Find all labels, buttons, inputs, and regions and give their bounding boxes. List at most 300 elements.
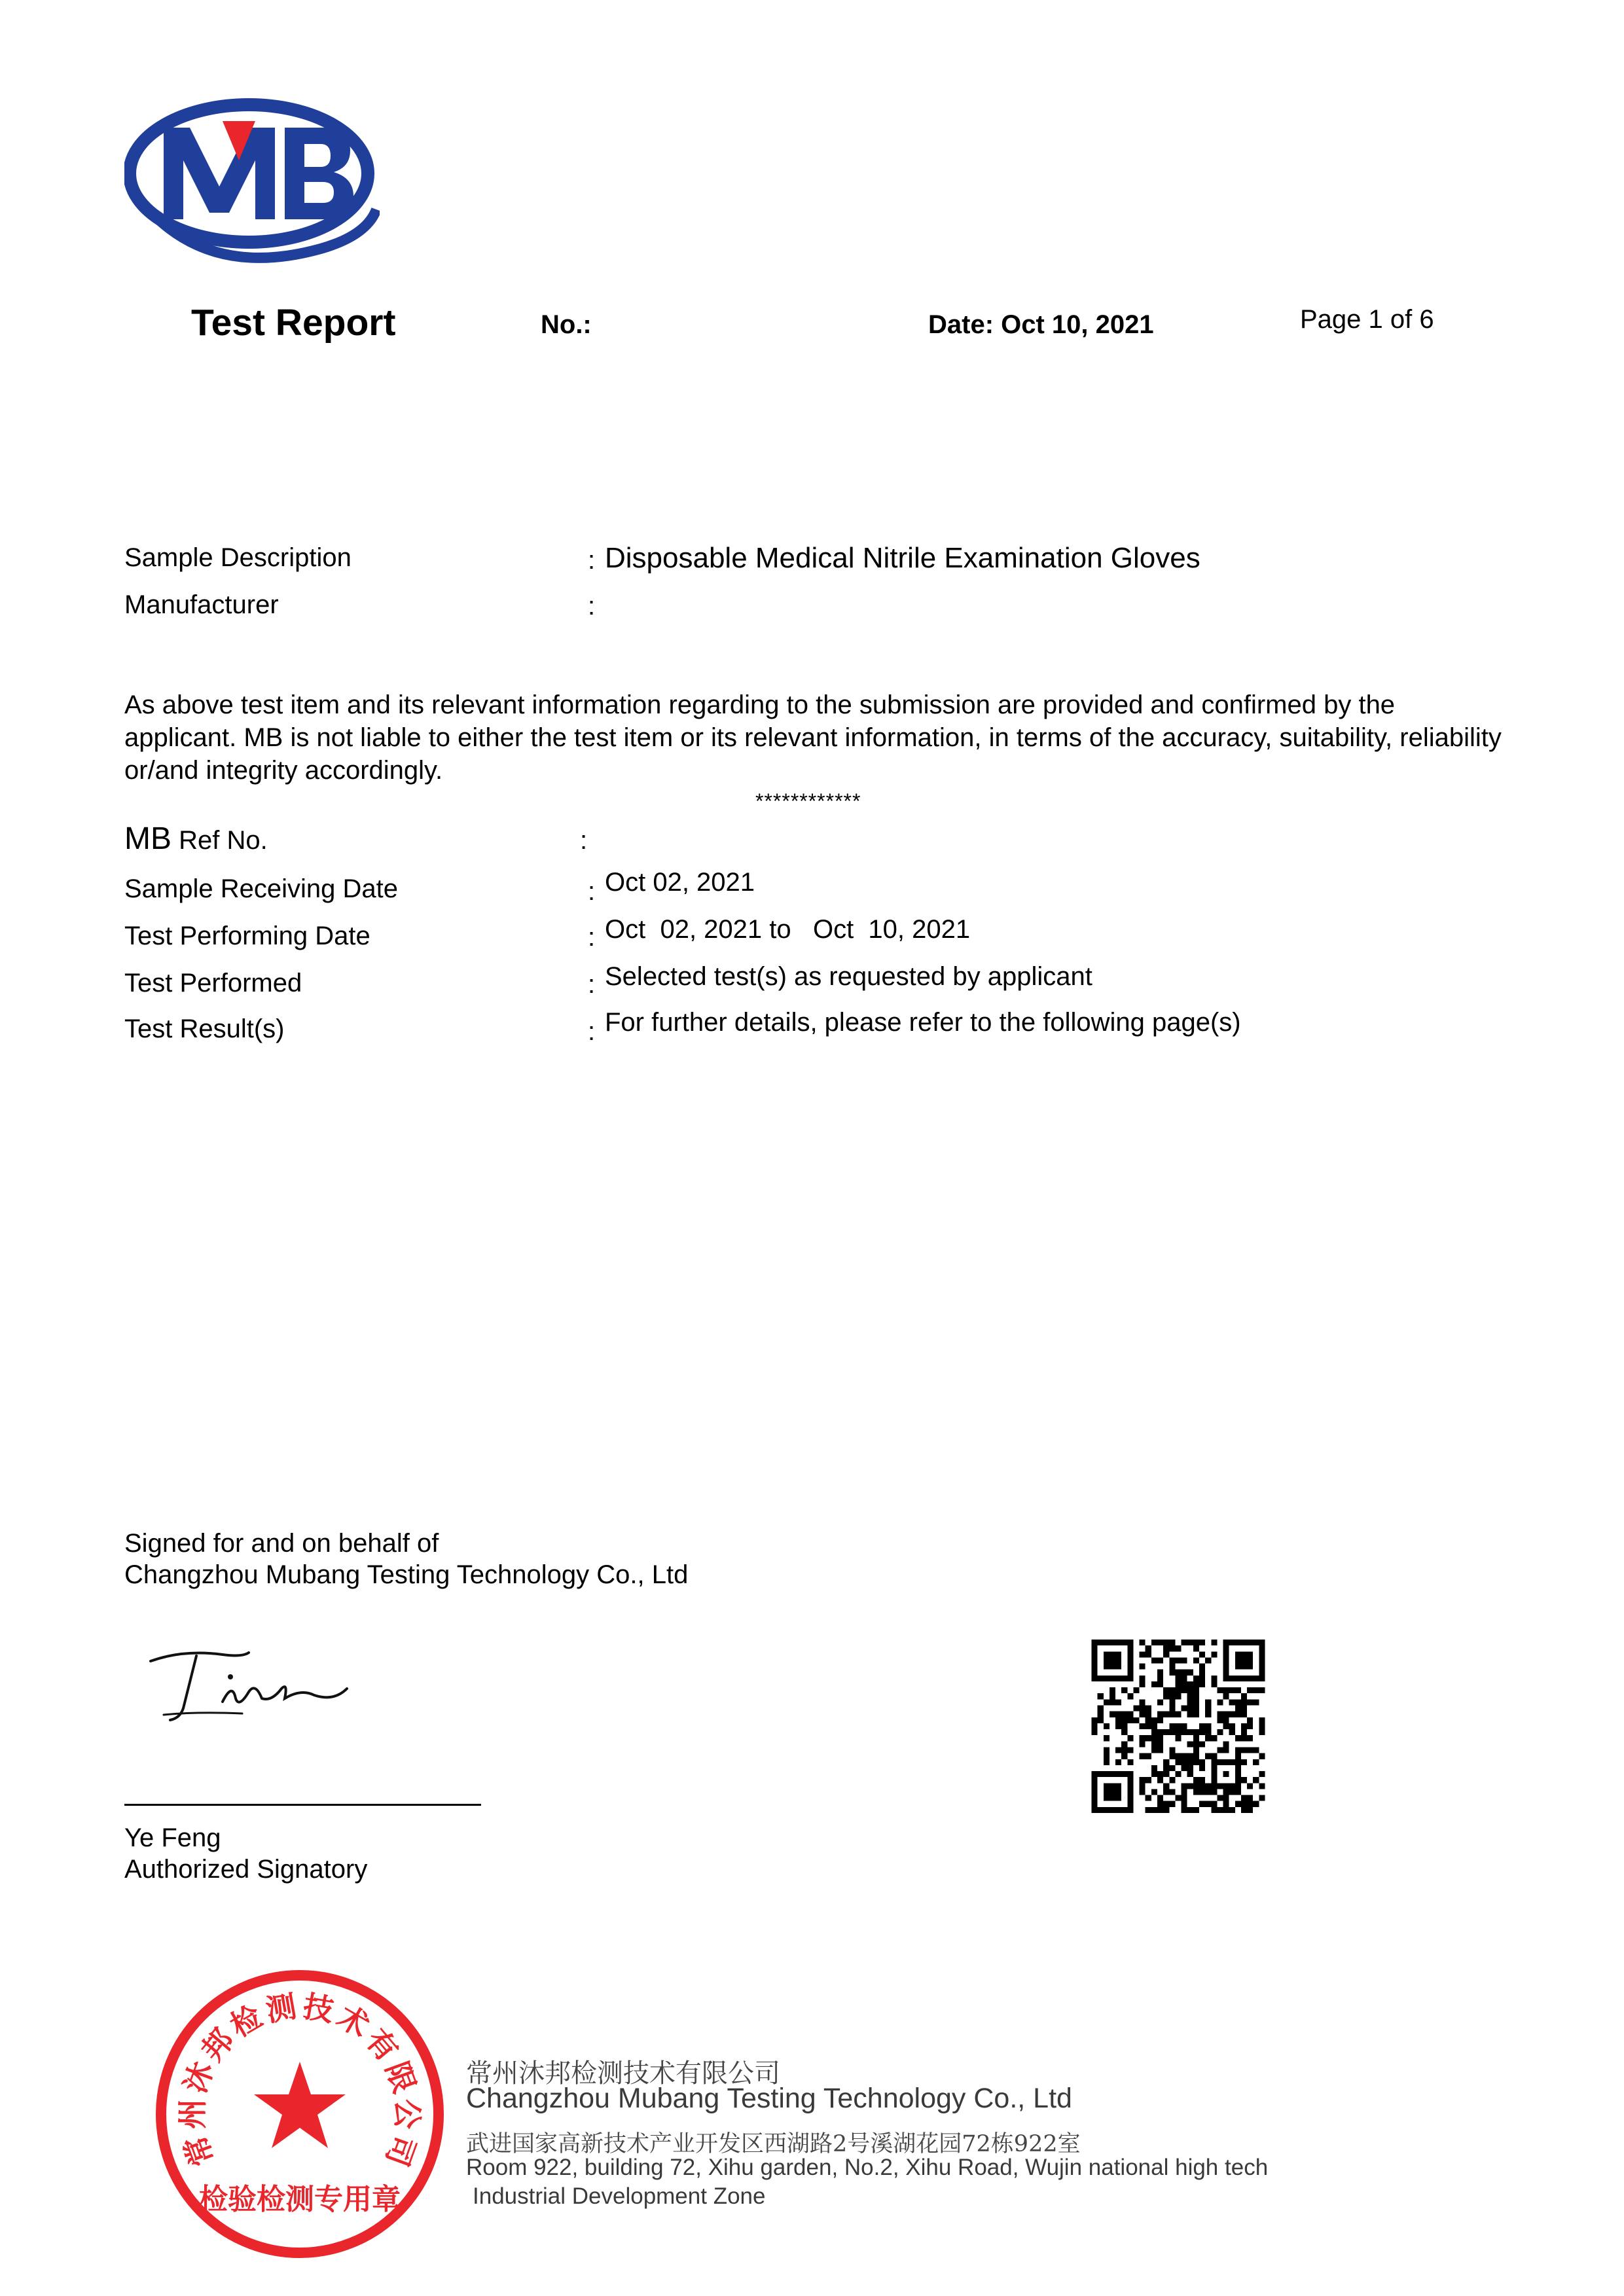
qr-module xyxy=(1247,1783,1253,1789)
qr-module xyxy=(1235,1687,1241,1693)
qr-module xyxy=(1223,1712,1229,1717)
qr-module xyxy=(1235,1753,1241,1759)
qr-module xyxy=(1193,1693,1199,1699)
qr-module xyxy=(1229,1699,1235,1705)
qr-module xyxy=(1169,1777,1175,1783)
disclaimer-text: As above test item and its relevant information regarding to the submission are provided and confirmed by the applicant. MB is not liable to either the test item or its relevant information, in terms of the accuracy, suitability, reliability or/and integrity accordingly. xyxy=(124,691,1502,785)
qr-module xyxy=(1199,1670,1205,1676)
qr-module xyxy=(1241,1729,1247,1735)
qr-module xyxy=(1169,1753,1175,1759)
qr-module xyxy=(1127,1771,1133,1813)
qr-module xyxy=(1182,1706,1187,1712)
qr-module xyxy=(1104,1759,1110,1765)
receiving-date-label: Sample Receiving Date xyxy=(124,874,398,903)
qr-module xyxy=(1140,1676,1146,1681)
qr-module xyxy=(1110,1687,1115,1693)
qr-module xyxy=(1182,1789,1187,1795)
signatory-role: Authorized Signatory xyxy=(124,1855,368,1884)
qr-module xyxy=(1140,1723,1146,1729)
seal-char: 术 xyxy=(331,1998,376,2044)
qr-module xyxy=(1115,1759,1121,1765)
seal-char: 有 xyxy=(359,2022,406,2068)
qr-module xyxy=(1205,1712,1211,1717)
handwritten-signature xyxy=(144,1636,360,1734)
qr-module xyxy=(1127,1717,1133,1723)
qr-module xyxy=(1205,1657,1211,1663)
qr-module xyxy=(1253,1699,1259,1705)
qr-module xyxy=(1217,1717,1223,1723)
qr-module xyxy=(1115,1747,1121,1753)
qr-module xyxy=(1151,1765,1157,1771)
qr-module xyxy=(1187,1783,1193,1789)
qr-module xyxy=(1151,1681,1157,1687)
performing-date-colon: : xyxy=(588,923,596,952)
qr-module xyxy=(1151,1771,1157,1777)
qr-module xyxy=(1092,1723,1098,1729)
qr-module xyxy=(1140,1753,1146,1759)
qr-module xyxy=(1092,1676,1134,1681)
report-number-label: No.: xyxy=(541,310,592,339)
qr-module xyxy=(1259,1753,1265,1759)
qr-module xyxy=(1133,1687,1139,1693)
qr-module xyxy=(1199,1676,1205,1681)
qr-module xyxy=(1163,1783,1169,1789)
qr-module xyxy=(1247,1699,1253,1705)
qr-module xyxy=(1259,1640,1265,1681)
qr-module xyxy=(1175,1657,1181,1663)
qr-module xyxy=(1235,1759,1241,1789)
report-title: Test Report xyxy=(191,302,396,344)
mb-ref-colon: : xyxy=(580,826,588,855)
qr-module xyxy=(1140,1699,1146,1705)
qr-module xyxy=(1092,1771,1098,1813)
qr-module xyxy=(1157,1657,1163,1663)
qr-module xyxy=(1157,1681,1163,1687)
qr-module xyxy=(1146,1706,1151,1712)
qr-module xyxy=(1175,1735,1181,1741)
qr-module xyxy=(1098,1712,1104,1717)
qr-module xyxy=(1193,1735,1199,1741)
qr-module xyxy=(1182,1795,1187,1801)
qr-module xyxy=(1187,1693,1193,1699)
footer-company-en: Changzhou Mubang Testing Technology Co., Ltd xyxy=(466,2083,1072,2114)
qr-module xyxy=(1217,1807,1223,1813)
qr-module xyxy=(1187,1753,1193,1759)
qr-module xyxy=(1127,1747,1133,1753)
qr-module xyxy=(1199,1777,1205,1783)
qr-module xyxy=(1217,1795,1223,1801)
qr-module xyxy=(1259,1771,1265,1777)
qr-module xyxy=(1098,1706,1104,1712)
qr-module xyxy=(1259,1723,1265,1729)
qr-module xyxy=(1151,1640,1157,1645)
qr-module xyxy=(1211,1753,1217,1759)
qr-module xyxy=(1205,1753,1211,1759)
qr-module xyxy=(1163,1771,1169,1777)
qr-module xyxy=(1151,1735,1157,1741)
qr-module xyxy=(1259,1729,1265,1735)
qr-module xyxy=(1182,1759,1187,1765)
qr-module xyxy=(1187,1729,1193,1735)
qr-module xyxy=(1175,1753,1181,1759)
qr-module xyxy=(1182,1640,1187,1645)
test-performed-value: Selected test(s) as requested by applicant xyxy=(605,962,1092,991)
qr-module xyxy=(1151,1807,1157,1813)
qr-module xyxy=(1229,1687,1235,1693)
seal-char: 州 xyxy=(175,2099,210,2129)
qr-module xyxy=(1241,1747,1247,1753)
qr-module xyxy=(1187,1699,1193,1705)
qr-module xyxy=(1169,1693,1175,1699)
qr-module xyxy=(1253,1759,1259,1765)
qr-module xyxy=(1146,1753,1151,1759)
qr-module xyxy=(1151,1717,1157,1723)
qr-module xyxy=(1175,1670,1181,1676)
qr-module xyxy=(1223,1789,1229,1795)
qr-module xyxy=(1199,1640,1205,1645)
qr-module xyxy=(1104,1783,1121,1801)
qr-module xyxy=(1223,1723,1229,1729)
qr-module xyxy=(1175,1687,1181,1693)
qr-module xyxy=(1187,1807,1193,1813)
qr-module xyxy=(1151,1741,1157,1747)
qr-module xyxy=(1193,1657,1199,1663)
qr-module xyxy=(1104,1753,1110,1759)
qr-module xyxy=(1187,1759,1193,1765)
qr-module xyxy=(1217,1747,1223,1753)
qr-module xyxy=(1151,1789,1157,1795)
qr-module xyxy=(1110,1712,1115,1717)
qr-module xyxy=(1211,1735,1217,1741)
qr-module xyxy=(1163,1651,1169,1657)
qr-module xyxy=(1247,1801,1253,1807)
qr-module xyxy=(1182,1676,1187,1681)
qr-module xyxy=(1175,1712,1181,1717)
qr-module xyxy=(1140,1735,1146,1741)
qr-module xyxy=(1241,1706,1247,1712)
qr-module xyxy=(1121,1753,1127,1759)
seal-char: 公 xyxy=(389,2099,425,2129)
qr-module xyxy=(1163,1712,1169,1717)
qr-module xyxy=(1169,1657,1175,1663)
qr-module xyxy=(1092,1717,1098,1723)
qr-module xyxy=(1127,1640,1133,1681)
qr-module xyxy=(1140,1783,1146,1789)
qr-module xyxy=(1140,1640,1146,1645)
qr-module xyxy=(1182,1783,1187,1789)
qr-module xyxy=(1157,1712,1163,1717)
performing-date-value: Oct 02, 2021 to Oct 10, 2021 xyxy=(605,915,971,944)
qr-module xyxy=(1092,1640,1134,1645)
qr-module xyxy=(1247,1735,1253,1741)
qr-module xyxy=(1199,1729,1205,1735)
signed-on-behalf xyxy=(124,1528,688,1590)
qr-module xyxy=(1175,1693,1181,1699)
qr-module xyxy=(1199,1783,1205,1789)
qr-module xyxy=(1241,1712,1247,1717)
qr-module xyxy=(1140,1681,1146,1687)
qr-module xyxy=(1146,1723,1151,1729)
qr-module xyxy=(1175,1723,1181,1729)
qr-code xyxy=(1087,1640,1270,1813)
qr-module xyxy=(1193,1699,1199,1705)
qr-module xyxy=(1253,1777,1259,1783)
qr-module xyxy=(1146,1735,1151,1741)
qr-module xyxy=(1092,1640,1098,1681)
qr-module xyxy=(1169,1640,1175,1645)
qr-module xyxy=(1223,1693,1229,1699)
qr-module xyxy=(1235,1789,1241,1795)
qr-module xyxy=(1241,1723,1247,1729)
qr-module xyxy=(1169,1747,1175,1753)
qr-module xyxy=(1193,1729,1199,1735)
qr-module xyxy=(1169,1729,1175,1735)
mb-ref-label xyxy=(124,821,268,857)
qr-module xyxy=(1182,1687,1187,1693)
seal-char: 沐 xyxy=(177,2057,221,2098)
qr-module xyxy=(1163,1789,1169,1795)
qr-module xyxy=(1223,1687,1229,1693)
manufacturer-label: Manufacturer xyxy=(124,590,279,619)
qr-module xyxy=(1115,1712,1121,1717)
qr-module xyxy=(1182,1657,1187,1663)
qr-module xyxy=(1157,1676,1163,1681)
qr-module xyxy=(1253,1801,1259,1807)
qr-module xyxy=(1253,1747,1259,1753)
sample-description-colon: : xyxy=(588,546,596,575)
qr-module xyxy=(1151,1657,1157,1663)
qr-module xyxy=(1151,1747,1157,1753)
qr-module xyxy=(1182,1765,1187,1771)
sample-description-value: Disposable Medical Nitrile Examination Gloves xyxy=(605,542,1200,574)
qr-module xyxy=(1140,1777,1146,1783)
qr-module xyxy=(1175,1645,1181,1651)
company-logo xyxy=(124,85,380,275)
qr-module xyxy=(1223,1747,1229,1753)
qr-module xyxy=(1140,1664,1146,1670)
qr-module xyxy=(1127,1735,1133,1741)
qr-module xyxy=(1104,1735,1110,1741)
qr-module xyxy=(1205,1789,1211,1795)
qr-module xyxy=(1229,1723,1235,1729)
qr-module xyxy=(1199,1651,1205,1657)
qr-module xyxy=(1121,1729,1127,1735)
qr-module xyxy=(1247,1807,1253,1813)
qr-module xyxy=(1169,1699,1175,1705)
seal-char: 技 xyxy=(300,1988,336,2029)
seal-char: 司 xyxy=(378,2130,423,2171)
qr-module xyxy=(1146,1645,1151,1651)
test-result-value: For further details, please refer to the following page(s) xyxy=(605,1008,1241,1037)
qr-module xyxy=(1205,1723,1211,1729)
qr-module xyxy=(1193,1676,1199,1681)
qr-module xyxy=(1133,1717,1139,1723)
qr-module xyxy=(1211,1759,1217,1789)
qr-module xyxy=(1182,1729,1187,1735)
qr-module xyxy=(1259,1795,1265,1801)
qr-module xyxy=(1157,1735,1163,1741)
qr-module xyxy=(1182,1681,1187,1687)
qr-module xyxy=(1104,1699,1110,1705)
qr-module xyxy=(1223,1640,1265,1645)
qr-module xyxy=(1121,1723,1127,1729)
qr-module xyxy=(1121,1747,1127,1753)
test-performed-label: Test Performed xyxy=(124,969,302,997)
qr-module xyxy=(1187,1687,1193,1693)
qr-module xyxy=(1241,1759,1247,1765)
qr-module xyxy=(1205,1801,1211,1807)
test-result-label: Test Result(s) xyxy=(124,1014,285,1043)
qr-module xyxy=(1235,1712,1241,1717)
qr-module xyxy=(1247,1717,1253,1723)
qr-module xyxy=(1121,1712,1127,1717)
qr-module xyxy=(1193,1741,1199,1747)
qr-module xyxy=(1157,1747,1163,1753)
qr-module xyxy=(1217,1699,1223,1705)
company-seal xyxy=(149,1964,450,2265)
qr-module xyxy=(1169,1645,1175,1651)
qr-module xyxy=(1199,1723,1205,1729)
qr-module xyxy=(1193,1687,1199,1693)
qr-module xyxy=(1223,1676,1265,1681)
qr-module xyxy=(1151,1723,1157,1729)
manufacturer-colon: : xyxy=(588,592,596,620)
qr-module xyxy=(1163,1801,1169,1807)
qr-module xyxy=(1235,1699,1241,1705)
qr-module xyxy=(1163,1807,1169,1813)
qr-module xyxy=(1235,1747,1241,1753)
qr-module xyxy=(1157,1807,1163,1813)
qr-module xyxy=(1193,1706,1199,1712)
seal-char: 常 xyxy=(177,2130,221,2171)
qr-module xyxy=(1253,1687,1259,1693)
qr-module xyxy=(1175,1676,1181,1681)
qr-module xyxy=(1187,1706,1193,1712)
qr-module xyxy=(1247,1723,1253,1729)
qr-module xyxy=(1205,1699,1211,1705)
qr-module xyxy=(1193,1645,1199,1651)
qr-module xyxy=(1157,1670,1163,1676)
qr-module xyxy=(1182,1723,1187,1729)
qr-module xyxy=(1146,1777,1151,1783)
qr-module xyxy=(1193,1783,1199,1789)
qr-module xyxy=(1247,1747,1253,1753)
qr-module xyxy=(1259,1687,1265,1693)
qr-module xyxy=(1146,1807,1151,1813)
seal-char: 检 xyxy=(224,1998,268,2044)
qr-module xyxy=(1241,1693,1247,1699)
qr-module xyxy=(1169,1765,1175,1771)
qr-module xyxy=(1169,1664,1175,1670)
qr-module xyxy=(1223,1741,1229,1747)
qr-module xyxy=(1217,1729,1223,1735)
qr-module xyxy=(1193,1759,1199,1765)
page-indicator: Page 1 of 6 xyxy=(1300,305,1434,334)
qr-module xyxy=(1157,1699,1163,1705)
qr-module xyxy=(1169,1723,1175,1729)
footer-address-cn: 武进国家高新技术产业开发区西湖路2号溪湖花园72栋922室 xyxy=(466,2131,1081,2157)
qr-module xyxy=(1182,1801,1187,1807)
qr-module xyxy=(1169,1706,1175,1712)
signatory-block xyxy=(124,1822,367,1885)
qr-module xyxy=(1187,1712,1193,1717)
qr-module xyxy=(1163,1693,1169,1699)
qr-module xyxy=(1182,1753,1187,1759)
qr-module xyxy=(1163,1729,1169,1735)
qr-module xyxy=(1146,1651,1151,1657)
qr-module xyxy=(1140,1712,1146,1717)
qr-module xyxy=(1193,1753,1199,1759)
qr-module xyxy=(1169,1687,1175,1693)
qr-module xyxy=(1140,1651,1146,1657)
qr-module xyxy=(1169,1712,1175,1717)
qr-module xyxy=(1098,1693,1104,1699)
qr-module xyxy=(1182,1670,1187,1676)
qr-module xyxy=(1193,1747,1199,1753)
qr-module xyxy=(1241,1735,1247,1741)
receiving-date-colon: : xyxy=(588,877,596,906)
qr-module xyxy=(1199,1741,1205,1747)
qr-module xyxy=(1151,1729,1157,1735)
qr-module xyxy=(1104,1723,1110,1729)
qr-module xyxy=(1211,1676,1217,1681)
qr-module xyxy=(1235,1801,1241,1807)
qr-module xyxy=(1223,1807,1229,1813)
qr-module xyxy=(1241,1807,1247,1813)
footer-address-en-line1: Room 922, building 72, Xihu garden, No.2, Xihu Road, Wujin national high tech xyxy=(466,2155,1269,2180)
qr-module xyxy=(1127,1693,1133,1699)
qr-module xyxy=(1157,1729,1163,1735)
qr-module xyxy=(1241,1795,1247,1801)
seal-char: 邦 xyxy=(194,2022,241,2068)
qr-module xyxy=(1182,1807,1187,1813)
report-date: Date: Oct 10, 2021 xyxy=(928,310,1154,339)
qr-module xyxy=(1121,1717,1127,1723)
qr-module xyxy=(1115,1723,1121,1729)
qr-module xyxy=(1175,1771,1181,1777)
qr-module xyxy=(1092,1771,1134,1777)
signed-line-1: Signed for and on behalf of xyxy=(124,1529,439,1558)
qr-module xyxy=(1223,1640,1229,1681)
qr-module xyxy=(1092,1729,1098,1735)
qr-module xyxy=(1157,1741,1163,1747)
qr-module xyxy=(1104,1747,1110,1753)
mb-ref-prefix: MB xyxy=(124,821,171,856)
section-separator: ************ xyxy=(755,789,861,813)
qr-module xyxy=(1193,1640,1199,1645)
qr-module xyxy=(1157,1795,1163,1801)
qr-module xyxy=(1110,1699,1115,1705)
qr-module xyxy=(1175,1759,1181,1765)
qr-module xyxy=(1217,1687,1223,1693)
qr-module xyxy=(1247,1687,1253,1693)
qr-module xyxy=(1211,1807,1217,1813)
qr-module xyxy=(1163,1640,1169,1645)
qr-module xyxy=(1157,1640,1163,1645)
qr-module xyxy=(1175,1729,1181,1735)
qr-module xyxy=(1127,1712,1133,1717)
qr-module xyxy=(1199,1789,1205,1795)
qr-module xyxy=(1199,1664,1205,1670)
qr-module xyxy=(1247,1795,1253,1801)
qr-module xyxy=(1163,1759,1169,1765)
qr-module xyxy=(1163,1687,1169,1693)
qr-module xyxy=(1163,1765,1169,1771)
qr-module xyxy=(1092,1807,1134,1813)
sample-description-label: Sample Description xyxy=(124,543,352,572)
qr-module xyxy=(1229,1789,1235,1795)
qr-module xyxy=(1199,1765,1205,1771)
